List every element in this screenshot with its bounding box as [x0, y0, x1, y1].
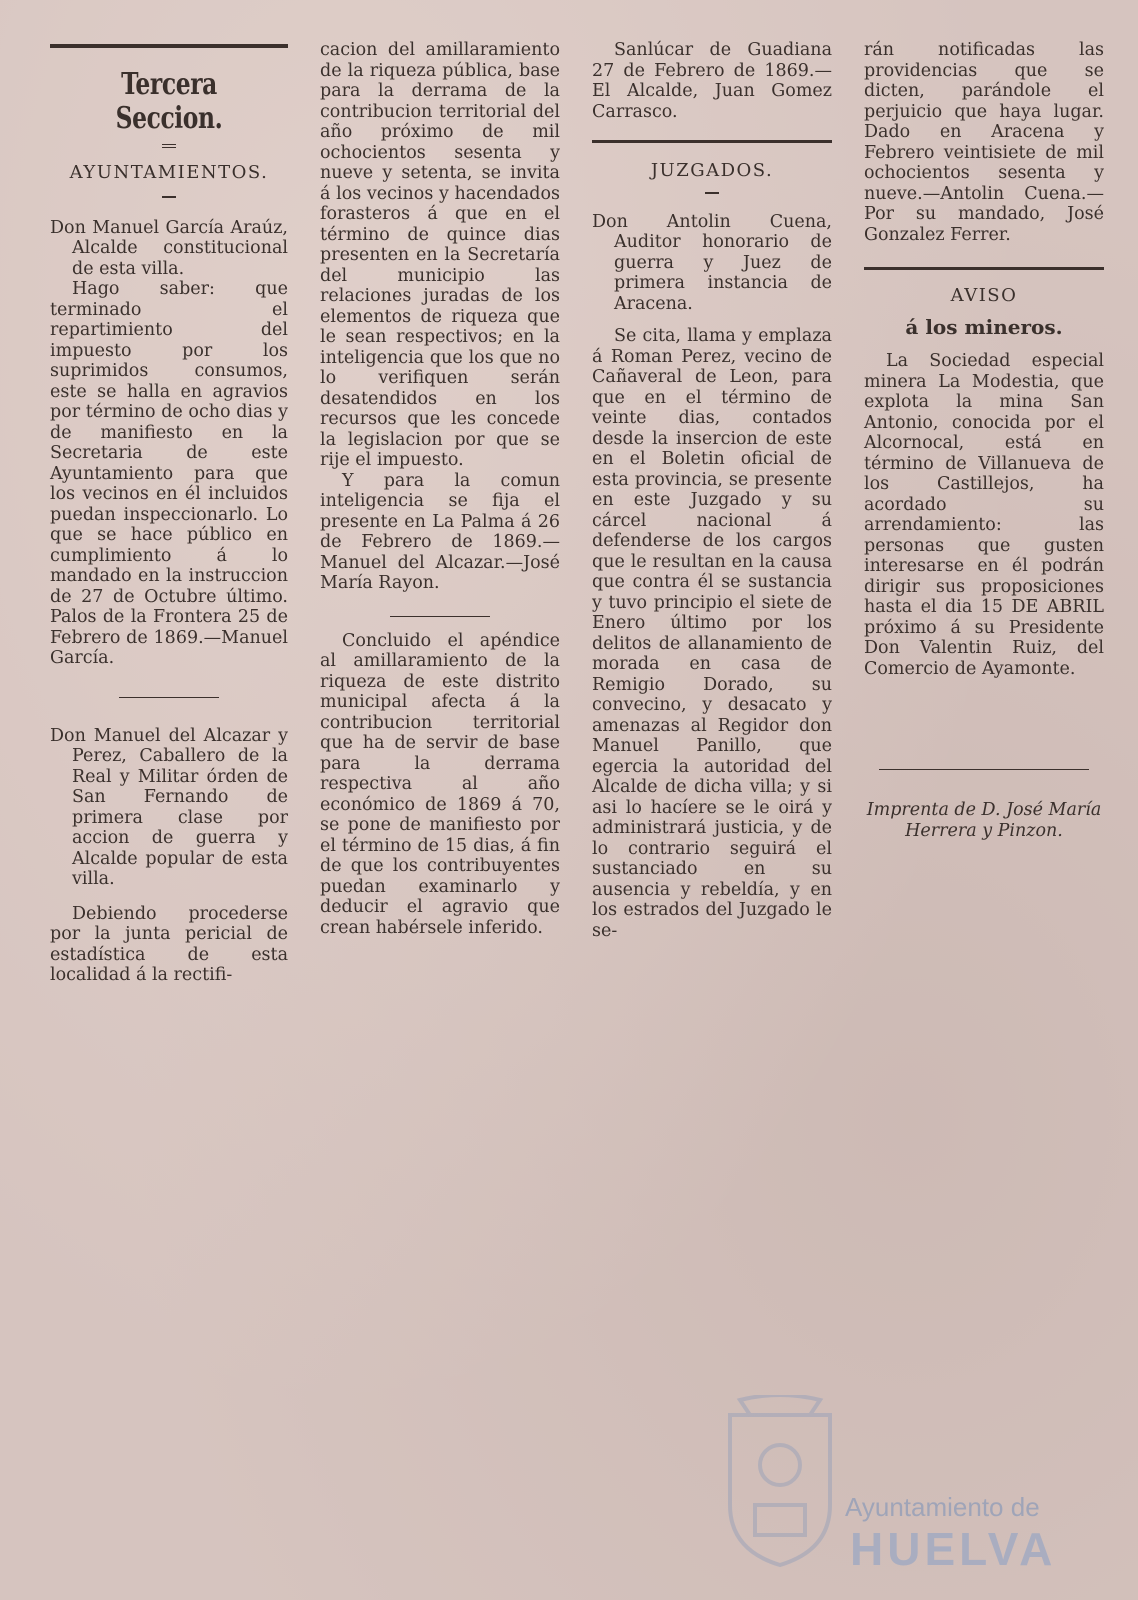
imprint: Imprenta de D. José María Herrera y Pinzon. — [866, 800, 1102, 841]
divider — [864, 267, 1104, 270]
paragraph: Y para la comun inteligencia se fija el presente en La Palma á 26 de Febrero de 1869.—Manuel del Alcazar.—José María Rayon. — [320, 470, 560, 593]
column-4 — [864, 40, 1104, 841]
heading-juzgados: JUZGADOS. — [650, 160, 774, 181]
notice-header: Don Antolin Cuena, Auditor honorario de guerra y Juez de primera instancia de Aracena. — [592, 211, 832, 314]
paragraph: cacion del amillaramiento de la riqueza pública, base para la derrama de la contribucion territorial del año próximo de mil ochocientos sesenta y nueve y setenta, se invita á los vecinos y hacendados forasteros á que en el término de quince dias presenten en la Secretaría del municipio las relaciones juradas de los elementos de riqueza que le sean respectivos; en la inteligencia que los que no lo verifiquen serán desatendidos en los recursos que les concede la legislacion por que se rije el impuesto. — [320, 40, 560, 470]
notice-header: Don Manuel del Alcazar y Perez, Caballero de la Real y Militar órden de San Fernando de primera clase por accion de guerra y Alcalde popular de esta villa. — [50, 725, 288, 889]
paragraph: Concluido el apéndice al amillaramiento de la riqueza de este distrito municipal afecta á la contribucion territorial que ha de servir de base para la derrama respectiva al año económico de 1869 á 70, se pone de manifiesto por el término de 15 dias, á fin de que los contribuyentes puedan examinarlo y deducir el agravio que crean habérsele inferido. — [320, 630, 560, 938]
watermark-line1: Ayuntamiento de — [845, 1492, 1040, 1522]
notice-body: Se cita, llama y emplaza á Roman Perez, vecino de Cañaveral de Leon, para que en el término de veinte dias, contados desde la insercion de este en el Boletin oficial de esta provincia, se presente en este Juzgado y su cárcel nacional á defenderse de los cargos que le resultan en la causa que contra él se sustancia y tuvo principio el siete de Enero último por los delitos de allanamiento de morada en casa de Remigio Dorado, su convecino, y desacato y amenazas al Regidor don Manuel Panillo, que egercia la autoridad del Alcalde de dicha villa; y si asi lo hacíere se le oirá y administrará justicia, y de lo contrario seguirá el sustanciado en su ausencia y rebeldía, y en los estrados del Juzgado le se- — [592, 326, 832, 941]
top-rule — [50, 44, 288, 48]
paragraph: Sanlúcar de Guadiana 27 de Febrero de 1869.—El Alcalde, Juan Gomez Carrasco. — [592, 40, 832, 122]
heading-mineros: á los mineros. — [905, 314, 1063, 339]
column-2 — [320, 40, 560, 938]
divider — [879, 769, 1089, 770]
heading-ayuntamientos: AYUNTAMIENTOS. — [69, 162, 269, 183]
divider — [592, 140, 832, 143]
divider — [162, 196, 176, 198]
section-title: Tercera Seccion. — [115, 67, 223, 136]
paragraph: rán notificadas las providencias que se dicten, parándole el perjuicio que haya lugar. Dado en Aracena y Febrero veintisiete de mil ochocientos sesenta y nueve.—Antolin Cuena.—Por su mandado, José Gonzalez Ferrer. — [864, 40, 1104, 245]
divider — [162, 144, 176, 145]
notice-body: La Sociedad especial minera La Modestia, que explota la mina San Antonio, conocida por el Alcornocal, está en término de Villanueva de los Castillejos, ha acordado su arrendamiento: las personas que gusten interesarse en él podrán dirigir sus proposiciones hasta el dia 15 DE ABRIL próximo á su Presidente Don Valentin Ruiz, del Comercio de Ayamonte. — [864, 351, 1104, 679]
divider — [119, 697, 219, 698]
notice-body: Hago saber: que terminado el repartimiento del impuesto por los suprimidos consumos, este se halla en agravios por término de ocho dias y de manifiesto en la Secretaria de este Ayuntamiento para que los vecinos en él incluidos puedan inspeccionarlo. Lo que se hace público en cumplimiento á lo mandado en la instruccion de 27 de Octubre último. Palos de la Frontera 25 de Febrero de 1869.—Manuel García. — [50, 279, 288, 668]
notice-body: Debiendo procederse por la junta pericial de estadística de esta localidad á la rectifi- — [50, 903, 288, 985]
column-1 — [50, 40, 288, 986]
column-3 — [592, 40, 832, 941]
watermark-line2: HUELVA — [850, 1523, 1057, 1575]
notice-header: Don Manuel García Araúz, Alcalde constitucional de esta villa. — [50, 217, 288, 279]
divider — [705, 192, 719, 194]
divider — [390, 616, 490, 617]
heading-aviso: AVISO — [950, 285, 1018, 306]
